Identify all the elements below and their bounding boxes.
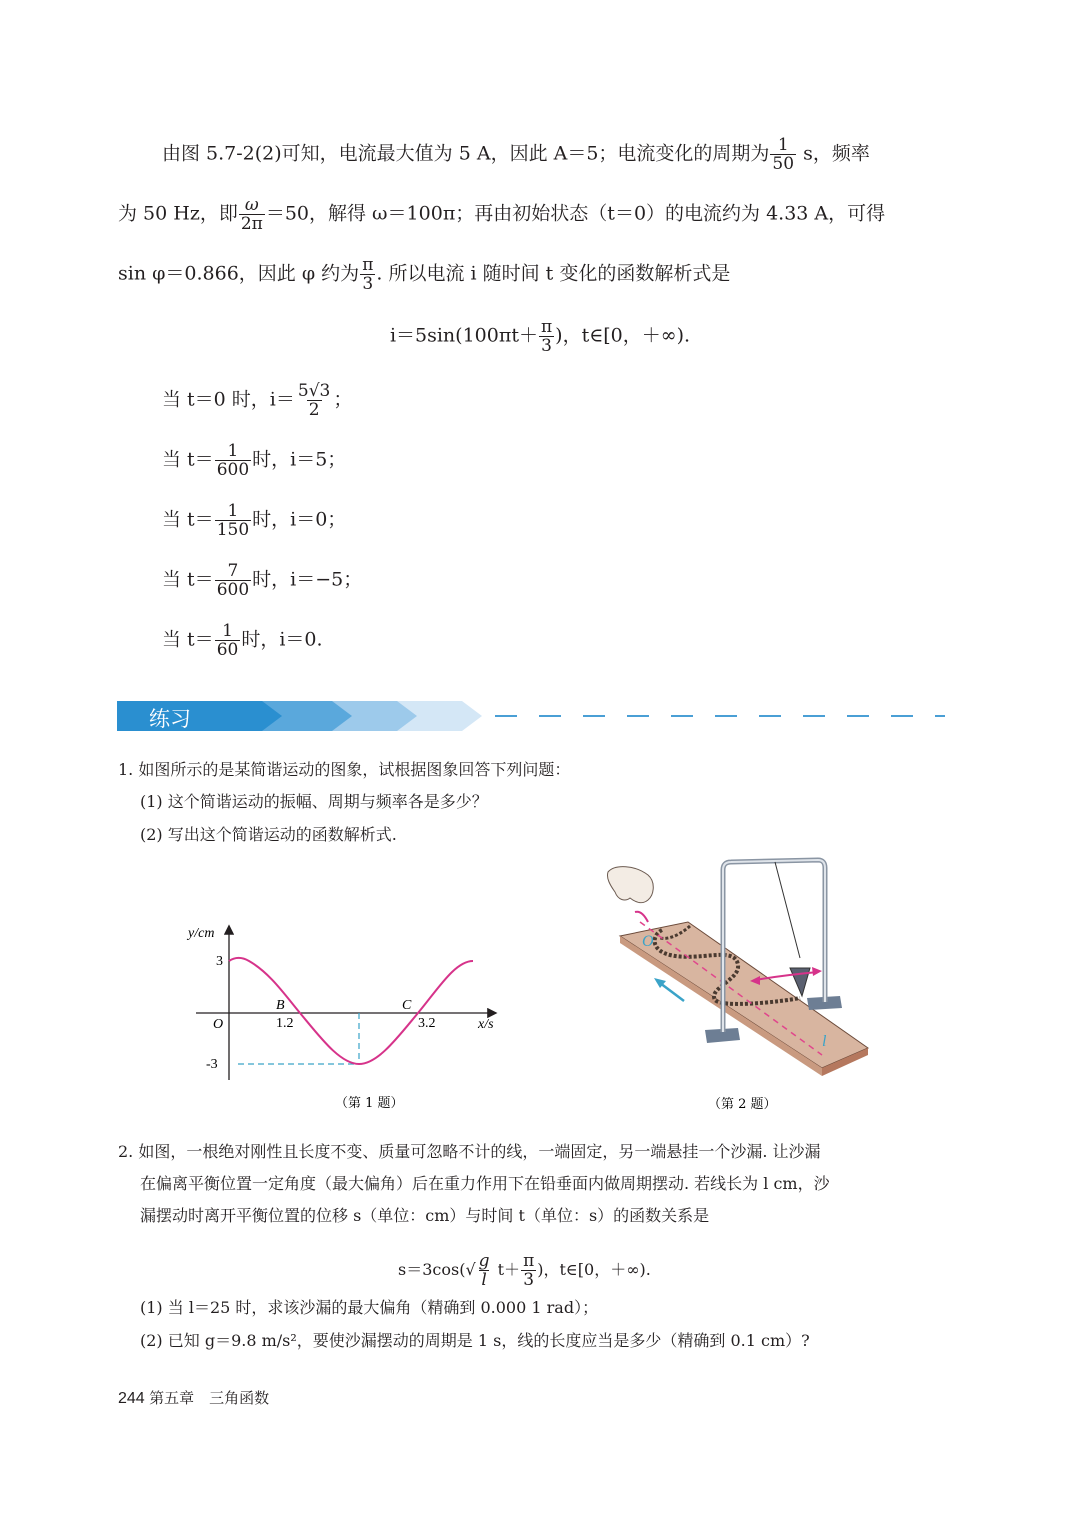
text: )，t∈[0，＋∞). [555,324,691,347]
pendulum-formula [398,1252,651,1289]
fraction-omega-2pi [239,196,265,233]
denominator: 2 [308,400,320,420]
x-axis-label: x/s [478,1017,494,1032]
label-O: O [642,933,654,950]
origin-label: O [213,1017,224,1032]
denominator: 50 [772,154,795,174]
sine-curve [229,958,473,1064]
text: 时，i＝0. [241,628,323,651]
case-1 [162,382,352,419]
denominator: 150 [216,520,250,540]
case-4 [162,562,362,599]
numerator: ω [244,195,259,215]
numerator: π [362,255,374,275]
solution-line-2 [118,196,885,233]
figure-2-illustration [590,850,890,1120]
exercise-2-line-2: 在偏离平衡位置一定角度（最大偏角）后在重力作用下在铅垂面内做周期摆动. 若线长为 l cm，沙 [140,1174,830,1193]
text: s＝3cos(√ [398,1260,476,1279]
y-tick-neg3: -3 [206,1057,218,1072]
swing-arrowhead-right [812,967,822,976]
text: 时，i＝0； [252,508,347,531]
numerator: 5√3 [297,381,331,401]
text: 为 50 Hz，即 [118,202,238,225]
figure-1-chart [180,915,510,1115]
numerator: 1 [227,441,239,461]
y-tick-3: 3 [216,954,223,969]
numerator: π [540,317,553,337]
numerator: 1 [227,501,239,521]
text: t＋ [492,1260,521,1279]
page-number: 244 [118,1390,145,1407]
text: 时，i＝−5； [252,568,363,591]
denominator: 3 [541,336,552,356]
exercise-2-line-1: 2. 如图，一根绝对刚性且长度不变、质量可忽略不计的线，一端固定，另一端悬挂一个沙漏. 让沙漏 [118,1142,821,1161]
fraction-g-l [477,1252,492,1289]
denominator: 60 [216,640,239,660]
exercise-2-q1: (1) 当 l＝25 时，求该沙漏的最大偏角（精确到 0.000 1 rad）； [140,1298,599,1317]
page-footer [118,1387,269,1408]
solution-line-3 [118,256,730,293]
point-C-label: C [402,998,412,1013]
fraction [215,622,241,659]
pull-direction-arrow [660,983,684,1001]
fraction [215,562,251,599]
solution-line-1 [162,136,870,173]
figure-2-caption: （第 2 题） [708,1097,777,1112]
text: 由图 5.7-2(2)可知，电流最大值为 5 A，因此 A＝5；电流变化的周期为 [162,142,770,165]
denominator: 2π [240,214,263,234]
hand [607,867,653,903]
text: )，t∈[0，＋∞). [537,1260,651,1279]
text: 时，i＝5； [252,448,347,471]
case-5 [162,622,323,659]
point-B-label: B [276,998,285,1013]
figure-1-caption: （第 1 题） [335,1096,404,1111]
denominator: 3 [362,274,374,294]
text: ； [333,388,353,411]
x-tick-3-2: 3.2 [418,1016,436,1031]
pendulum-string [775,862,800,958]
x-tick-1-2: 1.2 [276,1016,294,1031]
section-divider [495,715,945,717]
fraction-1-50 [770,136,796,173]
label-l: l [822,1033,827,1050]
text: sin φ＝0.866，因此 φ 约为 [118,262,360,285]
denominator: 3 [523,1270,535,1290]
text: i＝5sin(100πt＋ [389,324,538,347]
text: 当 t＝ [162,508,214,531]
fraction-pi-3 [539,318,554,355]
text: 当 t＝ [162,568,214,591]
exercise-2-line-3: 漏摆动时离开平衡位置的位移 s（单位：cm）与时间 t（单位：s）的函数关系是 [140,1206,710,1225]
exercise-1-stem: 1. 如图所示的是某简谐运动的图象，试根据图象回答下列问题： [118,760,571,779]
board [620,922,868,1068]
numerator: 7 [227,561,239,581]
text: s，频率 [797,142,870,165]
fraction [215,442,251,479]
fraction [296,382,332,419]
chapter-title: 第五章 三角函数 [149,1389,270,1407]
section-banner [117,701,487,731]
numerator: g [478,1251,490,1271]
fraction [215,502,251,539]
exercise-2-q2: (2) 已知 g＝9.8 m/s²，要使沙漏摆动的周期是 1 s，线的长度应当是多少（精确到 0.1 cm）? [140,1331,810,1350]
denominator: l [481,1270,487,1290]
text: 当 t＝ [162,628,214,651]
denominator: 600 [216,460,250,480]
numerator: 1 [222,621,233,641]
exercise-1-q2: (2) 写出这个简谐运动的函数解析式. [140,825,397,844]
text: 当 t＝ [162,448,214,471]
denominator: 600 [216,580,250,600]
exercise-1-q1: (1) 这个简谐运动的振幅、周期与频率各是多少？ [140,792,488,811]
text: . 所以电流 i 随时间 t 变化的函数解析式是 [376,262,731,285]
fraction-pi-3 [521,1252,536,1289]
numerator: 1 [777,135,789,155]
numerator: π [523,1251,535,1271]
text: ＝50，解得 ω＝100π；再由初始状态（t＝0）的电流约为 4.33 A，可得 [265,202,886,225]
string-end [635,912,648,922]
case-3 [162,502,346,539]
text: 当 t＝0 时，i＝ [162,388,295,411]
current-formula [0,318,1080,355]
fraction-pi-3 [360,256,375,293]
y-axis-label: y/cm [188,926,215,941]
section-title: 练习 [149,707,191,731]
case-2 [162,442,346,479]
